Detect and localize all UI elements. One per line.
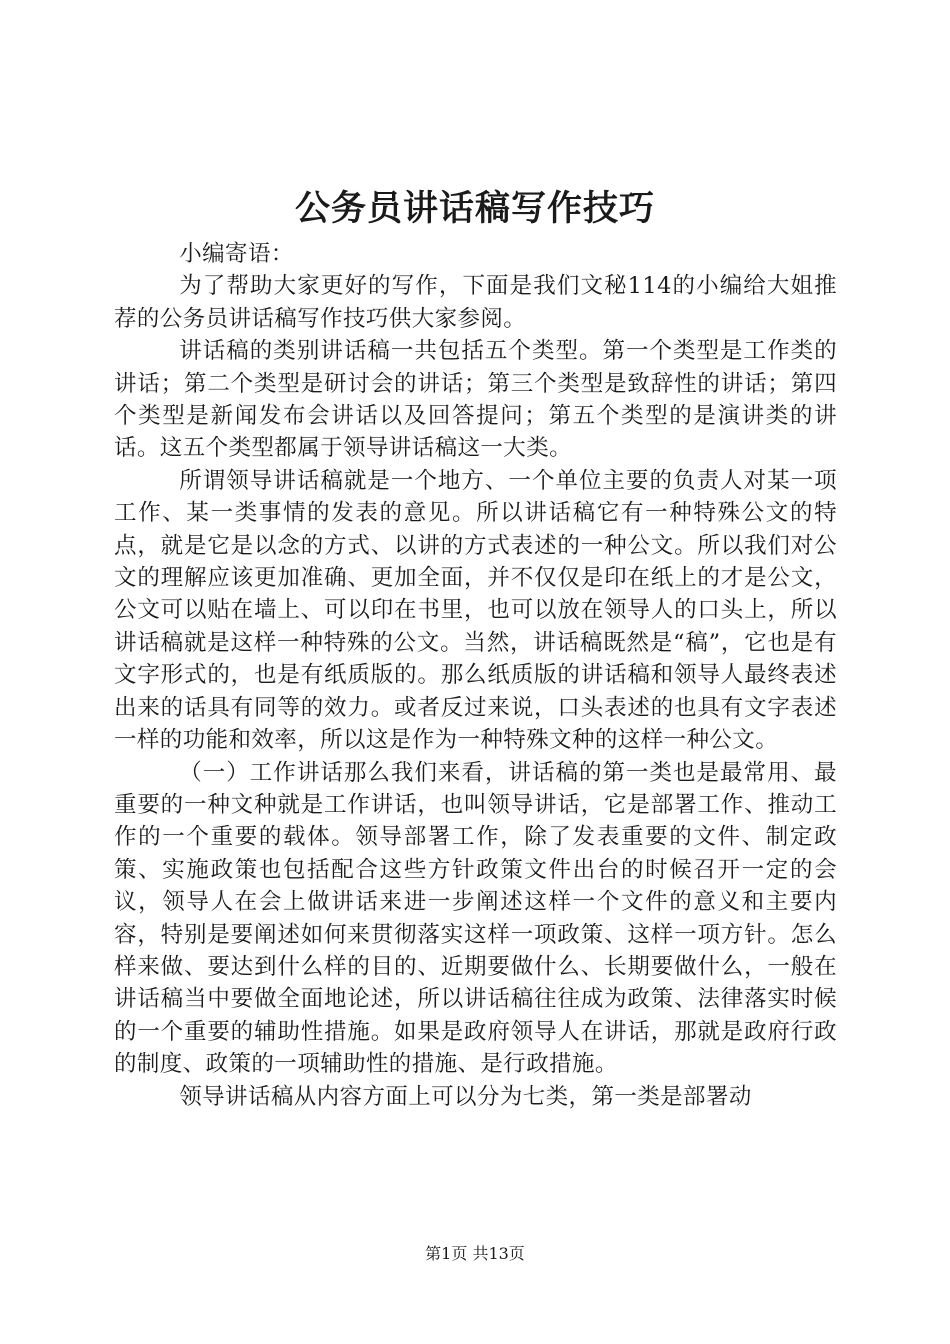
paragraph-definition: 所谓领导讲话稿就是一个地方、一个单位主要的负责人对某一项工作、某一类事情的发表的意见。所以讲话稿它有一种特殊公文的特点，就是它是以念的方式、以讲的方式表述的一种公文。所以我们对公文的理解应该更加准确、更加全面，并不仅仅是印在纸上的才是公文，公文可以贴在墙上、可以印在书里，也可以放在领导人的口头上，所以讲话稿就是这样一种特殊的公文。当然，讲话稿既然是“稿”，它也是有文字形式的，也是有纸质版的。那么纸质版的讲话稿和领导人最终表述出来的话具有同等的效力。或者反过来说，口头表述的也具有文字表述一样的功能和效率，所以这是作为一种特殊文种的这样一种公文。 — [114, 467, 837, 754]
paragraph-types: 讲话稿的类别讲话稿一共包括五个类型。第一个类型是工作类的讲话；第二个类型是研讨会的讲话；第三个类型是致辞性的讲话；第四个类型是新闻发布会讲话以及回答提问；第五个类型的是演讲类的讲话。这五个类型都属于领导讲话稿这一大类。 — [114, 338, 837, 462]
paragraph-work-speech: （一）工作讲话那么我们来看，讲话稿的第一类也是最常用、最重要的一种文种就是工作讲话，也叫领导讲话，它是部署工作、推动工作的一个重要的载体。领导部署工作，除了发表重要的文件、制定政策、实施政策也包括配合这些方针政策文件出台的时候召开一定的会议，领导人在会上做讲话来进一步阐述这样一个文件的意义和主要内容，特别是要阐述如何来贯彻落实这样一项政策、这样一项方针。怎么样来做、要达到什么样的目的、近期要做什么、长期要做什么，一般在讲话稿当中要做全面地论述，所以讲话稿往往成为政策、法律落实时候的一个重要的辅助性措施。如果是政府领导人在讲话，那就是政府行政的制度、政策的一项辅助性的措施、是行政措施。 — [114, 759, 837, 1078]
document-body — [114, 238, 837, 1113]
paragraph-intro-label: 小编寄语： — [179, 241, 294, 267]
document-title: 公务员讲话稿写作技巧 — [294, 188, 655, 229]
paragraph-content-categories: 领导讲话稿从内容方面上可以分为七类，第一类是部署动 — [179, 1083, 752, 1110]
page-number: 第1页 共13页 — [425, 1244, 525, 1263]
paragraph-intro: 为了帮助大家更好的写作，下面是我们文秘114的小编给大姐推荐的公务员讲话稿写作技巧供大家参阅。 — [114, 273, 837, 332]
